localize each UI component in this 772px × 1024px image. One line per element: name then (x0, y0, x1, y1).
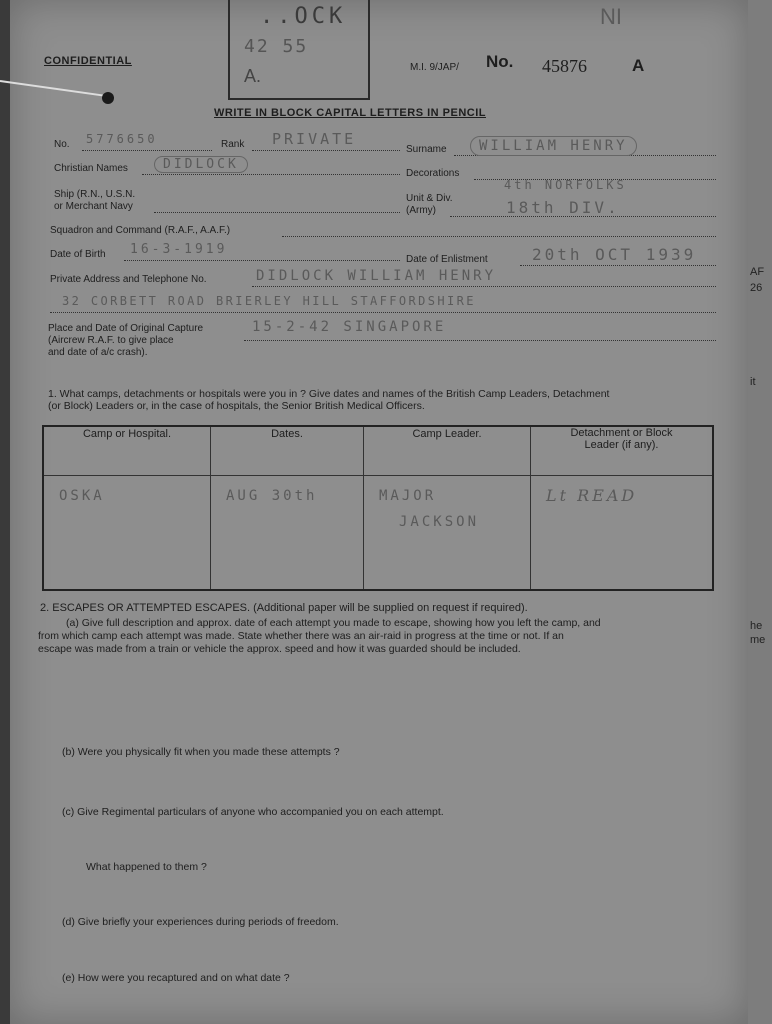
underlying-text-fragment: AF (750, 266, 765, 278)
date-of-birth-value: 16-3-1919 (130, 242, 228, 257)
question-1-text: 1. What camps, detachments or hospitals were you in ? Give dates and names of the British Camp Leaders, Detachment (48, 388, 610, 400)
unit-label: Unit & Div. (406, 193, 453, 204)
detachment-value: Lt READ (546, 486, 638, 506)
underlying-text-fragment: 26 (750, 282, 763, 294)
dates-cell (211, 476, 364, 590)
enlistment-value: 20th OCT 1939 (532, 245, 697, 264)
camp-value: OSKA (59, 488, 105, 505)
rank-label: Rank (221, 139, 245, 150)
decorations-label: Decorations (406, 168, 460, 179)
capture-label: Place and Date of Original Capture (48, 323, 204, 334)
form-suffix: A (632, 56, 645, 75)
question-2e-text: (e) How were you recaptured and on what date ? (62, 972, 290, 984)
christian-names-label: Christian Names (54, 163, 128, 174)
detachment-cell (531, 476, 714, 590)
camps-table-header: Dates. (211, 426, 364, 476)
camp-cell (43, 476, 211, 590)
address-label: Private Address and Telephone No. (50, 274, 207, 285)
camps-table-header: Camp or Hospital. (43, 426, 211, 476)
leader-cell (364, 476, 531, 590)
classification-heading: CONFIDENTIAL (44, 55, 132, 67)
leader-value-cont: JACKSON (399, 514, 480, 531)
division-value: 18th DIV. (506, 198, 620, 217)
dates-value: AUG 30th (226, 488, 318, 505)
question-2-title: 2. ESCAPES OR ATTEMPTED ESCAPES. (Additional paper will be supplied on request if required). (40, 602, 528, 614)
tag-knot (102, 92, 114, 104)
question-2c-text: (c) Give Regimental particulars of anyone who accompanied you on each attempt. (62, 806, 444, 818)
number-label: No. (486, 52, 514, 71)
camps-table-header: Detachment or Block Leader (if any). (531, 426, 714, 476)
file-stamp (228, 0, 370, 100)
question-1-text-cont: (or Block) Leaders or, in the case of hospitals, the Senior British Medical Officers. (48, 400, 425, 412)
capture-value: 15-2-42 SINGAPORE (252, 319, 447, 335)
question-2c-followup: What happened to them ? (86, 861, 207, 873)
corner-pencil-mark: NI (600, 4, 622, 29)
stamp-line: A. (244, 66, 262, 86)
question-2b-text: (b) Were you physically fit when you made these attempts ? (62, 746, 340, 758)
question-2a-text: (a) Give full description and approx. date of each attempt you made to escape, showing how you left the camp, and (66, 617, 601, 629)
table-row (43, 476, 713, 590)
camps-table-header: Camp Leader. (364, 426, 531, 476)
enlistment-label: Date of Enlistment (406, 254, 488, 265)
stamp-line: 42 55 (244, 36, 309, 57)
underlying-text-fragment: me (750, 634, 766, 646)
question-2d-text: (d) Give briefly your experiences during periods of freedom. (62, 916, 339, 928)
ship-label: Ship (R.N., U.S.N. (54, 189, 136, 200)
form-number: 45876 (542, 56, 587, 76)
question-2a-text-cont: from which camp each attempt was made. State whether there was an air-raid in progress at the time or not. If an (38, 630, 564, 642)
date-of-birth-label: Date of Birth (50, 249, 106, 260)
capture-label-cont: (Aircrew R.A.F. to give place (48, 335, 174, 346)
underlying-page (748, 0, 772, 1024)
underlying-text-fragment: he (750, 620, 763, 632)
camps-table (42, 425, 714, 591)
instruction-heading: WRITE IN BLOCK CAPITAL LETTERS IN PENCIL (214, 107, 486, 119)
surname-value: WILLIAM HENRY (470, 136, 637, 156)
unit-value: 4th NORFOLKS (504, 178, 627, 192)
rank-value: PRIVATE (272, 130, 357, 148)
underlying-text-fragment: it (750, 376, 756, 388)
stamp-line: ..OCK (260, 4, 347, 29)
address-value-street: 32 CORBETT ROAD BRIERLEY HILL STAFFORDSHIRE (62, 294, 476, 308)
christian-names-value: DIDLOCK (154, 156, 248, 173)
address-value-name: DIDLOCK WILLIAM HENRY (256, 268, 497, 284)
service-number-label: No. (54, 139, 70, 150)
unit-label-cont: (Army) (406, 205, 436, 216)
service-number-value: 5776650 (86, 132, 158, 146)
form-code: M.I. 9/JAP/ (410, 62, 459, 73)
question-2a-text-cont: escape was made from a train or vehicle the approx. speed and how it was guarded should be included. (38, 643, 521, 655)
ship-label-cont: or Merchant Navy (54, 201, 133, 212)
leader-value: MAJOR (379, 488, 437, 505)
squadron-label: Squadron and Command (R.A.F., A.A.F.) (50, 225, 231, 236)
surname-label: Surname (406, 144, 447, 155)
capture-label-cont: and date of a/c crash). (48, 347, 148, 358)
